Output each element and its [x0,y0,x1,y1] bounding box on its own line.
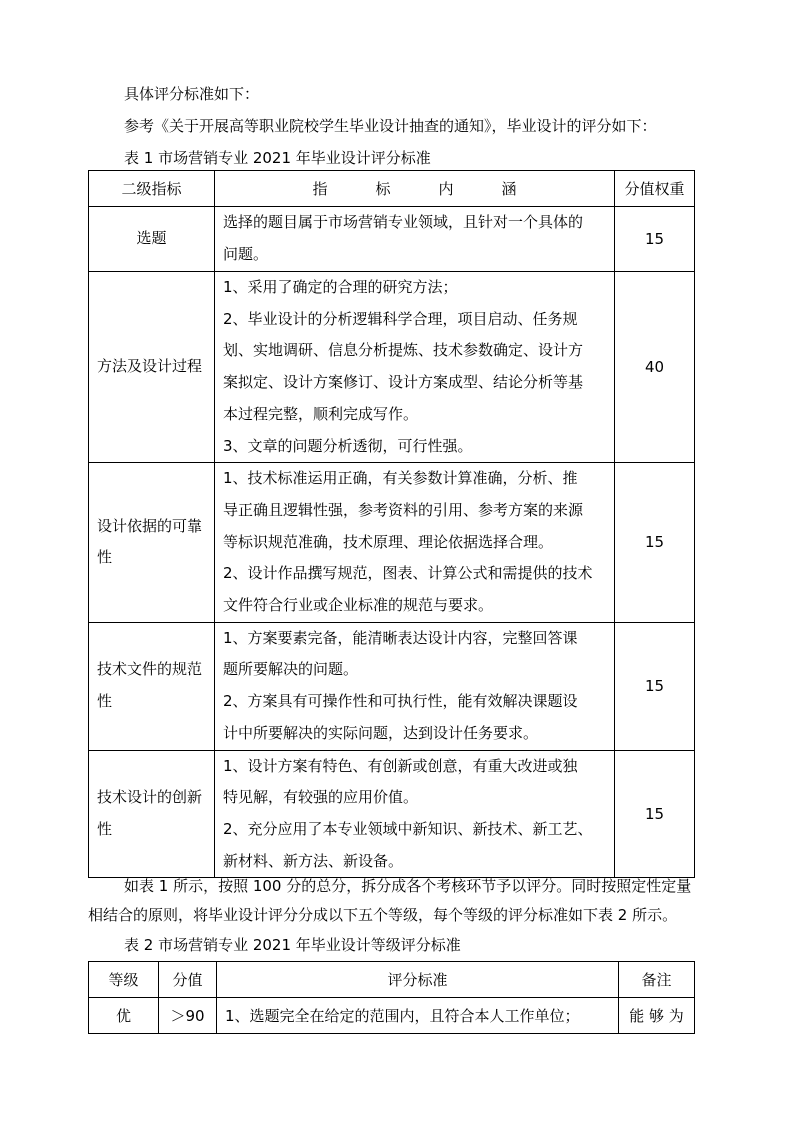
header-grade: 等级 [89,962,159,998]
header-remarks: 备注 [619,962,695,998]
indicator-score: 15 [615,750,695,878]
indicator-content: 1、技术标准运用正确，有关参数计算准确，分析、推 导正确且逻辑性强，参考资料的引用、参考方案的来源 等标识规范准确，技术原理、理论依据选择合理。 2、设计作品撰写规范，图表、计算公式和需提供的技术 文件符合行业或企业标准的规范与要求。 [215,463,615,623]
indicator-name: 设计依据的可靠 性 [89,463,215,623]
indicator-score: 15 [615,622,695,750]
indicator-content: 1、采用了确定的合理的研究方法； 2、毕业设计的分析逻辑科学合理，项目启动、任务规 划、实地调研、信息分析提炼、技术参数确定、设计方 案拟定、设计方案修订、设计方案成型、结论分析等基 本过程完整，顺利完成写作。 3、文章的问题分析透彻，可行性强。 [215,272,615,463]
header-secondary-indicator: 二级指标 [89,171,215,207]
table2-caption: 表 2 市场营销专业 2021 年毕业设计等级评分标准 [124,936,461,954]
indicator-score: 40 [615,272,695,463]
evaluation-criteria-table [88,170,695,878]
table-row [89,998,695,1034]
table-row [89,272,695,463]
indicator-score: 15 [615,207,695,272]
indicator-name: 技术设计的创新 性 [89,750,215,878]
table-row [89,750,695,878]
indicator-content: 1、方案要素完备，能清晰表达设计内容，完整回答课 题所要解决的问题。 2、方案具有可操作性和可执行性，能有效解决课题设 计中所要解决的实际问题，达到设计任务要求。 [215,622,615,750]
table-header-row [89,171,695,207]
header-weight: 分值权重 [615,171,695,207]
score-cell: ＞90 [159,998,217,1034]
grade-criteria-table [88,961,695,1034]
intro-reference-line: 参考《关于开展高等职业院校学生毕业设计抽查的通知》，毕业设计的评分如下： [124,117,657,135]
table-header-row [89,962,695,998]
remarks-cell: 能 够 为 [619,998,695,1034]
header-char: 标 [375,180,391,198]
indicator-name: 方法及设计过程 [89,272,215,463]
header-char: 指 [312,180,328,198]
table1-caption: 表 1 市场营销专业 2021 年毕业设计评分标准 [124,149,431,167]
paragraph-line: 相结合的原则，将毕业设计评分分成以下五个等级，每个等级的评分标准如下表 2 所示。 [88,906,678,924]
table-row [89,463,695,623]
header-criteria: 评分标准 [217,962,619,998]
criteria-cell: 1、选题完全在给定的范围内，且符合本人工作单位； [217,998,619,1034]
indicator-name: 技术文件的规范 性 [89,622,215,750]
header-indicator-content [215,171,615,207]
intro-line: 具体评分标准如下： [124,85,260,103]
paragraph-line: 如表 1 所示，按照 100 分的总分，拆分成各个考核环节予以评分。同时按照定性定量 [124,877,692,895]
grade-cell: 优 [89,998,159,1034]
indicator-content: 选择的题目属于市场营销专业领域，且针对一个具体的 问题。 [215,207,615,272]
header-score: 分值 [159,962,217,998]
table-row [89,622,695,750]
indicator-name: 选题 [89,207,215,272]
header-char: 内 [438,180,454,198]
header-char: 涵 [501,180,517,198]
indicator-score: 15 [615,463,695,623]
table-row [89,207,695,272]
indicator-content: 1、设计方案有特色、有创新或创意，有重大改进或独 特见解，有较强的应用价值。 2、充分应用了本专业领域中新知识、新技术、新工艺、 新材料、新方法、新设备。 [215,750,615,878]
